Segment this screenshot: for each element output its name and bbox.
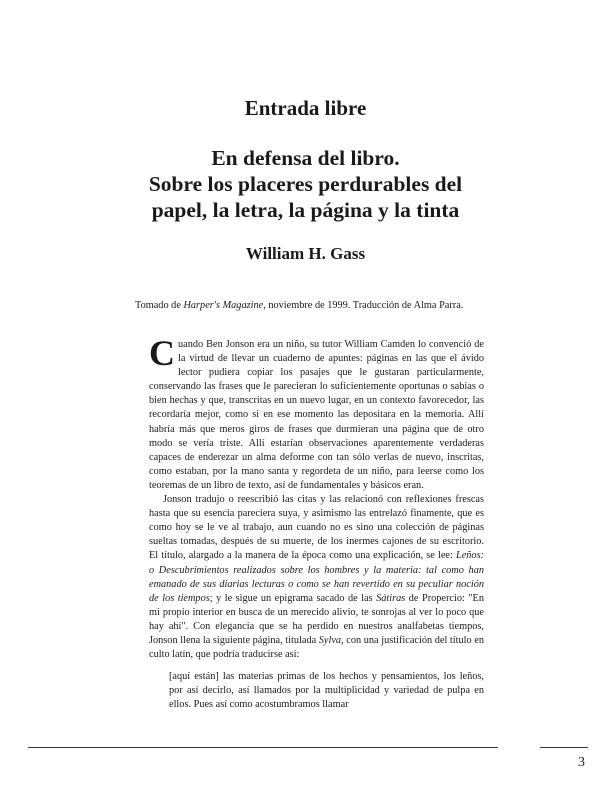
- article-title-line: Sobre los placeres perdurables del: [148, 172, 463, 196]
- work-title: Sylva: [318, 634, 342, 646]
- article-title-line: En defensa del libro.: [211, 146, 400, 170]
- page-number: 3: [578, 755, 585, 770]
- source-note-suffix: , noviembre de 1999. Traducción de Alma Parra.: [263, 300, 464, 311]
- author: William H. Gass: [245, 244, 366, 263]
- article-title: [0, 145, 611, 223]
- footer-rule: [28, 747, 498, 748]
- paragraph-text: , con una justificación del título en culto latín, que podría traducirse así:: [149, 634, 484, 661]
- paragraph-text: uando Ben Jonson era un niño, su tutor William Camden lo convenció de la virtud de llevar un cuaderno de apuntes: páginas en las que el ávido lector pudiera copiar los pasajes que le gustaran particularmente, conservando las frases que le parecieran lo suficientemente oportunas o sabias o bien hechas y que, transcritas en un nuevo lugar, en un contexto favorecedor, las recordaría mejor, como si en ese momento las depositara en la memoria. Allí habría más que meros giros de frases que durmieran una página que de otro modo se vería triste. Allí estarían observaciones aparentemente verdaderas capaces de enderezar un alma deforme con tan sólo verlas de nuevo, inscritas, como estaban, por la mano santa y regordeta de un niño, para leerse como los teoremas de un libro de texto, así de fundamentales y básicos eran.: [149, 339, 484, 491]
- magazine-name: Harper's Magazine: [183, 300, 264, 311]
- paragraph: [149, 493, 484, 662]
- paragraph: [149, 333, 484, 493]
- work-title: Sátiras: [376, 592, 406, 604]
- paragraph-text: Jonson tradujo o reescribió las citas y las relacionó con reflexiones frescas hasta que su esencia pareciera suya, y asimismo las entrelazó finamente, que es como hoy se le ve al trabajo, aun cuando no es sino una colección de páginas sueltas tomadas, después de su muerte, de los inermes cajones de su escritorio. El título, alargado a la manera de la época como una explicación, se lee:: [149, 494, 484, 562]
- source-note-prefix: Tomado de: [135, 300, 184, 311]
- source-note: [135, 298, 470, 313]
- footer-rule: [540, 747, 588, 748]
- article-title-line: papel, la letra, la página y la tinta: [151, 198, 460, 222]
- work-title: Leños: o Descubrimientos realizados sobre los hombres y la materia: tal como han emanado de sus diarias lecturas o como se han revertido en su peculiar noción de los tiempos: [149, 550, 484, 604]
- article-body: [149, 333, 484, 712]
- block-quote: [aquí están] las materias primas de los hechos y pensamientos, los leños, por así decirlo, así llamados por la multiplicidad y variedad de pulpa en ellos. Pues así como acostumbramos llamar: [169, 671, 484, 711]
- section-title: Entrada libre: [244, 96, 367, 120]
- paragraph-text: de Propercio: "En mi propio interior en busca de un merecido alivio, te sonrojas al ver lo poco que hay ahí". Con elegancia que se ha perdido en nuestros analfabetas tiempos, Jonson llena la siguiente página, titulada: [149, 592, 484, 646]
- paragraph-text: ; y le sigue un epigrama sacado de las: [209, 592, 377, 604]
- drop-cap: C: [149, 333, 175, 373]
